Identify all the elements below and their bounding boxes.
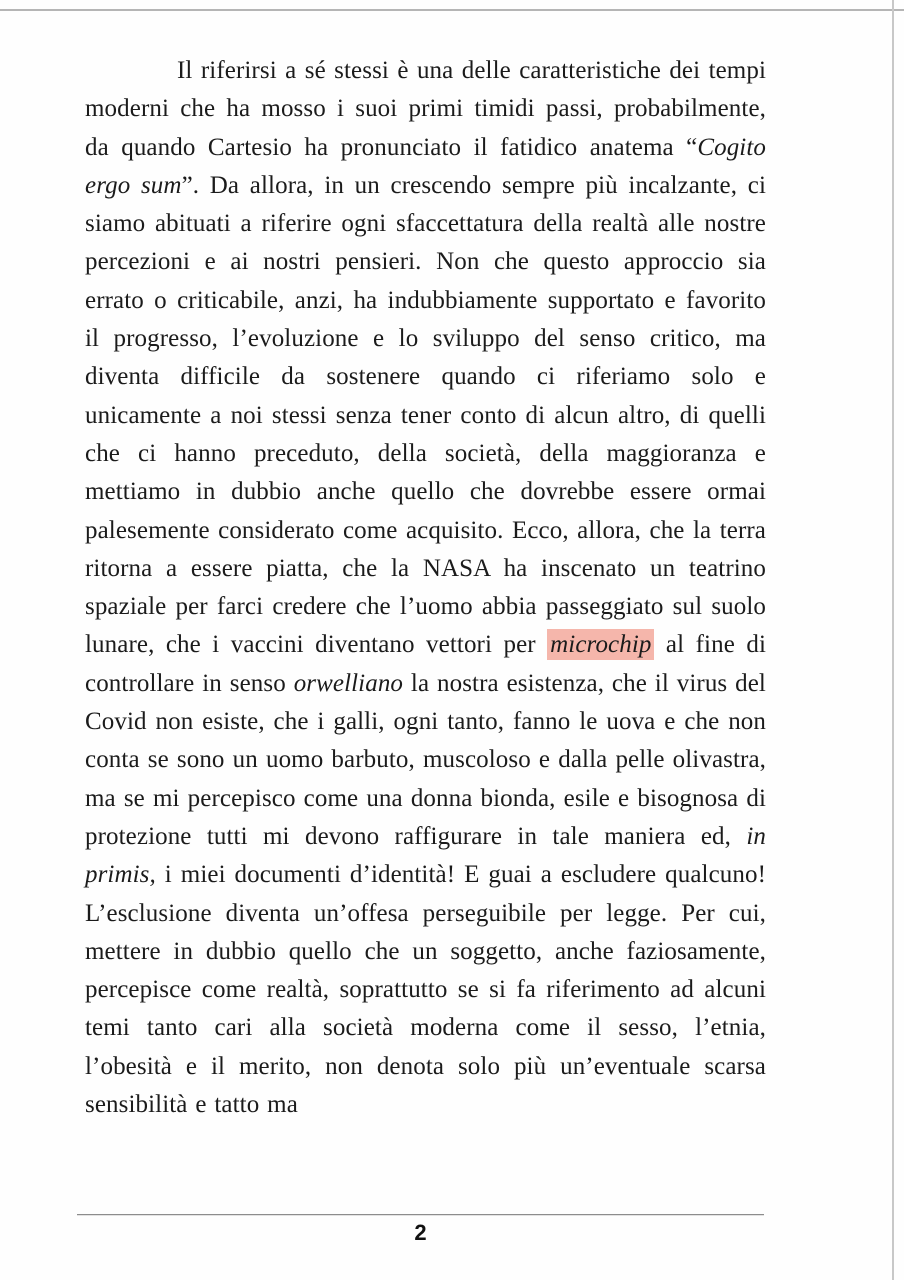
page-number: 2 <box>414 1220 427 1245</box>
text-segment: ”. Da allora, in un crescendo sempre più incalzante, ci siamo abituati a riferire ogni sfaccettatura della realtà alle nostre percezioni e ai nostri pensieri. Non che questo approccio sia errato o criticabile, anzi, ha indubbiamente supportato e favorito il progresso, l’evoluzione e lo sviluppo del senso critico, ma diventa difficile da sostenere quando ci riferiamo solo e unicamente a noi stessi senza tener conto di alcun altro, di quelli che ci hanno preceduto, della società, della maggioranza e mettiamo in dubbio anche quello che dovrebbe essere ormai palesemente considerato come acquisito. Ecco, allora, che la terra ritorna a essere piatta, che la NASA ha inscenato un teatrino spaziale per farci credere che l’uomo abbia passeggiato sul suolo lunare, che i vaccini diventano vettori per <box>85 171 766 659</box>
text-segment: al fine di controllare in senso <box>85 631 766 697</box>
italic-phrase-orwelliano: orwelliano <box>293 669 404 697</box>
page-footer <box>77 1214 764 1245</box>
scan-top-edge-line <box>0 9 904 11</box>
italic-phrase-in-primis: in primis, <box>85 822 766 889</box>
text-segment: la nostra esistenza, che il virus del Covid non esiste, che i galli, ogni tanto, fanno le uova e che non conta se sono un uomo barbuto, muscoloso e dalla pelle olivastra, ma se mi percepisco come una donna bionda, esile e bisognosa di protezione tutti mi devono raffigurare in tale maniera ed, <box>85 669 766 850</box>
text-segment: i miei documenti d’identità! E guai a escludere qualcuno! L’esclusione diventa un’offesa perseguibile per legge. Per cui, mettere in dubbio quello che un soggetto, anche faziosamente, percepisce come realtà, soprattutto se si fa riferimento ad alcuni temi tanto cari alla società moderna come il sesso, l’etnia, l’obesità e il merito, non denota solo più un’eventuale scarsa sensibilità e tatto ma <box>85 861 766 1119</box>
highlighted-term-microchip: microchip <box>547 629 654 660</box>
footer-rule <box>77 1214 764 1216</box>
text-block <box>85 52 766 1124</box>
body-paragraph <box>85 52 766 1124</box>
italic-phrase-cogito: Cogito ergo sum <box>85 133 766 199</box>
scan-right-edge-line <box>892 0 894 1280</box>
text-segment: Il riferirsi a sé stessi è una delle caratteristiche dei tempi moderni che ha mosso i suoi primi timidi passi, probabilmente, da quando Cartesio ha pronunciato il fatidico anatema “ <box>85 57 766 161</box>
